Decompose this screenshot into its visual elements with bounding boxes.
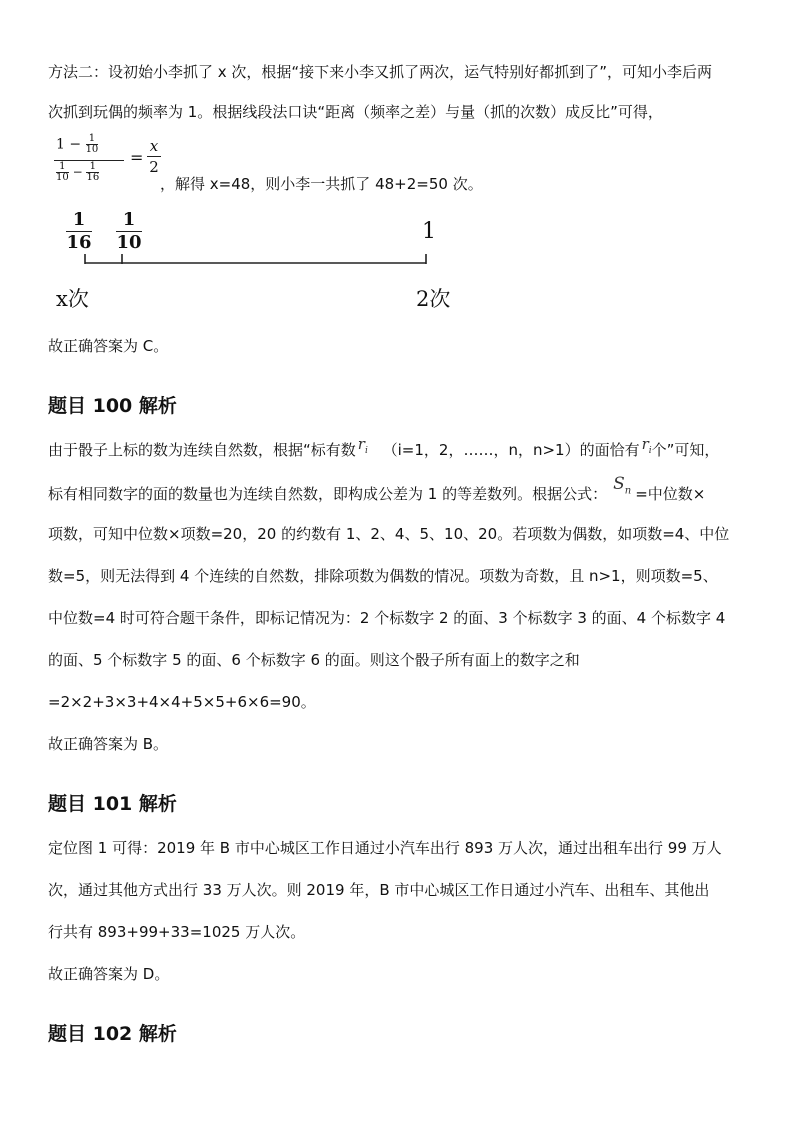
segment-tick1-den: 16 (66, 232, 92, 253)
formula-d10: 10 (85, 144, 99, 155)
segment-right-label: 2次 (416, 287, 451, 311)
formula-minus-2: − (72, 165, 83, 179)
q100-line-5: 中位数=4 时可符合题干条件，即标记情况为：2 个标数字 2 的面、3 个标数字 3 的面、4 个标数字 4 (48, 609, 726, 627)
q101-line-3: 行共有 893+99+33=1025 万人次。 (48, 923, 306, 941)
method2-line-3: ，解得 x=48，则小李一共抓了 48+2=50 次。 (160, 175, 483, 193)
method2-answer: 故正确答案为 C。 (48, 337, 169, 355)
formula-n1c: 1 (89, 161, 96, 172)
q100-line-2: 标有相同数字的面的数量也为连续自然数，即构成公差为 1 的等差数列。根据公式： $S_n$ =中位数× (48, 474, 706, 503)
q100-line-6: 的面、5 个标数字 5 的面、6 个标数字 6 的面。则这个骰子所有面上的数字之和 (48, 651, 580, 669)
segment-tick2-num: 1 (122, 209, 136, 230)
q100-answer: 故正确答案为 B。 (48, 735, 169, 753)
formula-one: 1 (56, 136, 65, 153)
segment-line (50, 205, 470, 275)
q101-answer: 故正确答案为 D。 (48, 965, 170, 983)
segment-diagram (50, 205, 470, 315)
method2-line-2: 次抓到玩偶的频率为 1。根据线段法口诀“距离（频率之差）与量（抓的次数）成反比”可得， (48, 103, 663, 121)
q100-line-7: =2×2+3×3+4×4+5×5+6×6=90。 (48, 693, 316, 711)
segment-tick2-den: 10 (116, 232, 142, 253)
q100-line-4: 数=5，则无法得到 4 个连续的自然数，排除项数为偶数的情况。项数为奇数，且 n>1，则项数=5、 (48, 567, 718, 585)
q101-title: 题目 101 解析 (48, 793, 177, 815)
formula-d10b: 10 (56, 172, 69, 183)
segment-left-label: x次 (56, 287, 89, 311)
q102-title: 题目 102 解析 (48, 1023, 177, 1045)
formula-rhs-num: x (149, 137, 159, 155)
formula-d16: 16 (86, 172, 100, 183)
q100-line-1: 由于骰子上标的数为连续自然数，根据“标有数 $r_i$ （i=1，2，……，n，n>1）的面恰有 $r_i$个”可知， (48, 435, 720, 459)
formula-minus: − (69, 136, 82, 153)
formula-equals: = (130, 148, 144, 167)
segment-tick3: 1 (422, 219, 436, 244)
q101-line-2: 次，通过其他方式出行 33 万人次。则 2019 年，B 市中心城区工作日通过小汽车、出租车、其他出 (48, 881, 710, 899)
method2-line-1: 方法二：设初始小李抓了 x 次，根据“接下来小李又抓了两次，运气特别好都抓到了”，可知小李后两 (48, 63, 712, 81)
formula-rhs-den: 2 (147, 156, 161, 177)
q101-line-1: 定位图 1 可得：2019 年 B 市中心城区工作日通过小汽车出行 893 万人次，通过出租车出行 99 万人 (48, 839, 722, 857)
q100-line-3: 项数，可知中位数×项数=20，20 的约数有 1、2、4、5、10、20。若项数为偶数，如项数=4、中位 (48, 525, 730, 543)
segment-tick1-num: 1 (72, 209, 86, 230)
formula-n1b: 1 (59, 161, 66, 172)
q100-title: 题目 100 解析 (48, 395, 177, 417)
formula-n1: 1 (88, 133, 96, 144)
formula (52, 132, 162, 192)
